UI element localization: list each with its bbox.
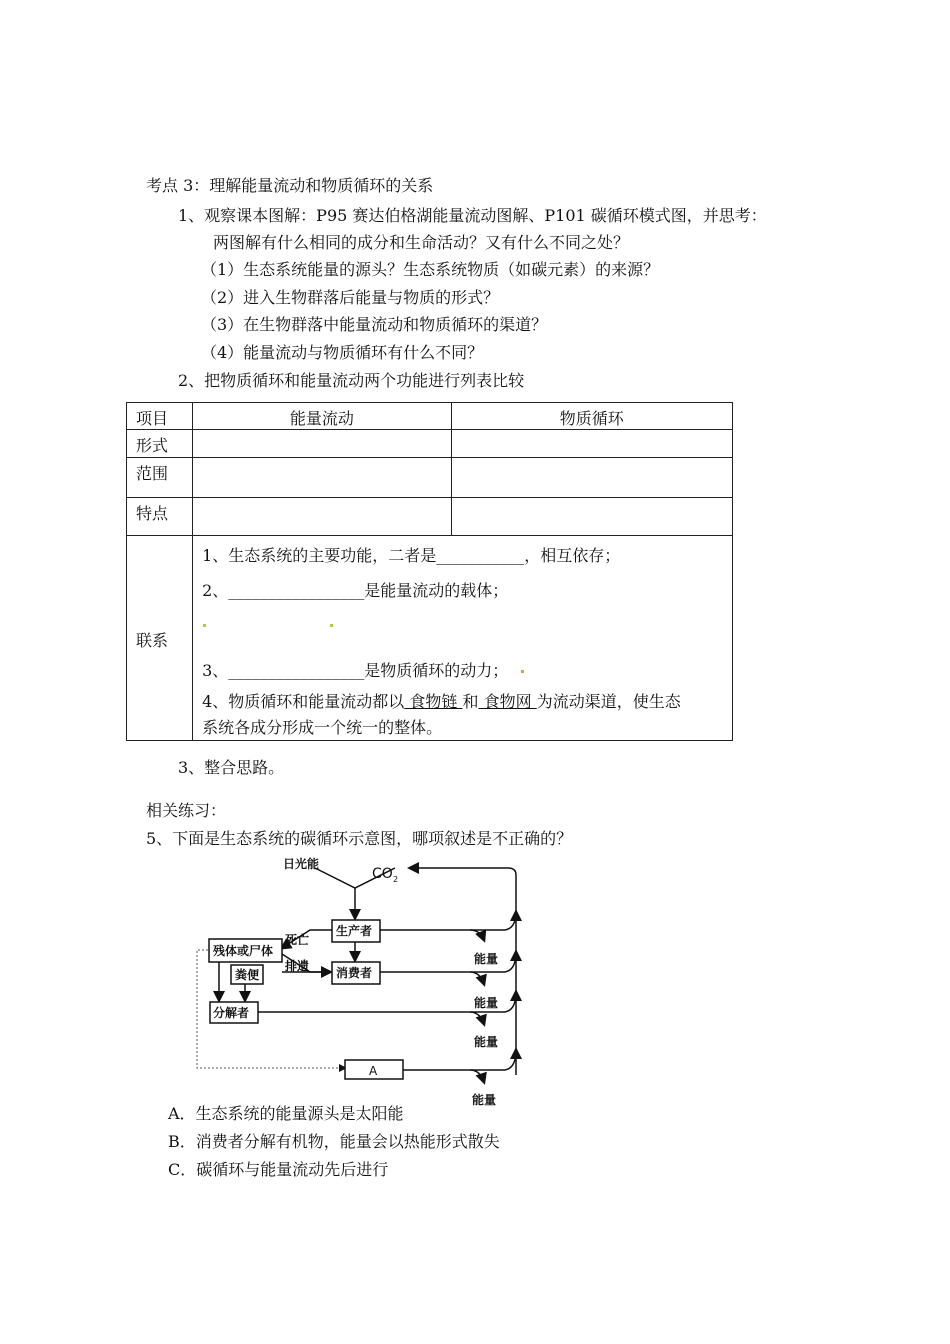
label-energy-2: 能量 — [474, 996, 499, 1010]
question-5: 5、下面是生态系统的碳循环示意图，哪项叙述是不正确的？ — [146, 829, 573, 848]
row-label-feature: 特点 — [136, 504, 169, 523]
label-consumer: 消费者 — [336, 966, 373, 980]
answer-food-chain: 食物链 — [404, 692, 463, 711]
header-item: 项目 — [136, 409, 169, 428]
sub-question-1: （1）生态系统能量的源头？生态系统物质（如碳元素）的来源？ — [201, 260, 660, 279]
label-co2-subscript: 2 — [393, 875, 399, 884]
answer-food-web: 食物网 — [478, 692, 537, 711]
question-2: 2、把物质循环和能量流动两个功能进行列表比较 — [178, 371, 525, 390]
answer-blank-2: _________________ — [228, 581, 365, 600]
header-energy-flow: 能量流动 — [289, 409, 354, 428]
label-feces: 粪便 — [235, 968, 260, 982]
sub-question-4: （4）能量流动与物质循环有什么不同？ — [201, 343, 484, 362]
row-label-form: 形式 — [136, 436, 169, 455]
row-label-link: 联系 — [136, 631, 169, 650]
link-line-4: 4、物质循环和能量流动都以 食物链 和 食物网 为流动渠道，使生态 — [202, 692, 681, 711]
link-line-1: 1、生态系统的主要功能，二者是___________，相互依存； — [202, 546, 621, 565]
label-death: 死亡 — [285, 933, 310, 947]
sub-question-2: （2）进入生物群落后能量与物质的形式？ — [201, 288, 500, 307]
answer-blank-3: _________________ — [228, 661, 365, 680]
label-energy-4: 能量 — [472, 1093, 497, 1107]
row-label-scope: 范围 — [136, 464, 169, 483]
sub-question-3: （3）在生物群落中能量流动和物质循环的渠道？ — [201, 315, 548, 334]
question-3: 3、整合思路。 — [178, 758, 285, 777]
header-material-cycle: 物质循环 — [559, 409, 624, 428]
answer-blank-1: ___________ — [436, 546, 525, 565]
label-decomposer: 分解者 — [213, 1006, 250, 1020]
link-line-2: 2、_________________是能量流动的载体； — [202, 581, 509, 600]
link-line-5: 系统各成分形成一个统一的整体。 — [202, 718, 443, 737]
label-a: A — [369, 1064, 378, 1078]
label-sunlight: 日光能 — [283, 857, 320, 871]
label-producer: 生产者 — [336, 924, 373, 938]
question-1-line-1: 1、观察课本图解：P95 赛达伯格湖能量流动图解、P101 碳循环模式图，并思考： — [178, 206, 767, 225]
label-energy-3: 能量 — [474, 1035, 499, 1049]
option-b: B．消费者分解有机物，能量会以热能形式散失 — [168, 1132, 500, 1151]
label-remains: 残体或尸体 — [213, 944, 274, 958]
practice-title: 相关练习： — [146, 801, 227, 820]
label-excretion: 排遗 — [285, 959, 310, 973]
label-co2: CO — [372, 866, 393, 882]
option-c: C．碳循环与能量流动先后进行 — [168, 1160, 389, 1179]
option-a: A．生态系统的能量源头是太阳能 — [168, 1104, 404, 1123]
section-heading: 考点 3：理解能量流动和物质循环的关系 — [146, 176, 434, 195]
link-line-3: 3、_________________是物质循环的动力； — [202, 658, 732, 678]
label-energy-1: 能量 — [474, 952, 499, 966]
question-1-line-2: 两图解有什么相同的成分和生命活动？又有什么不同之处？ — [213, 233, 630, 252]
